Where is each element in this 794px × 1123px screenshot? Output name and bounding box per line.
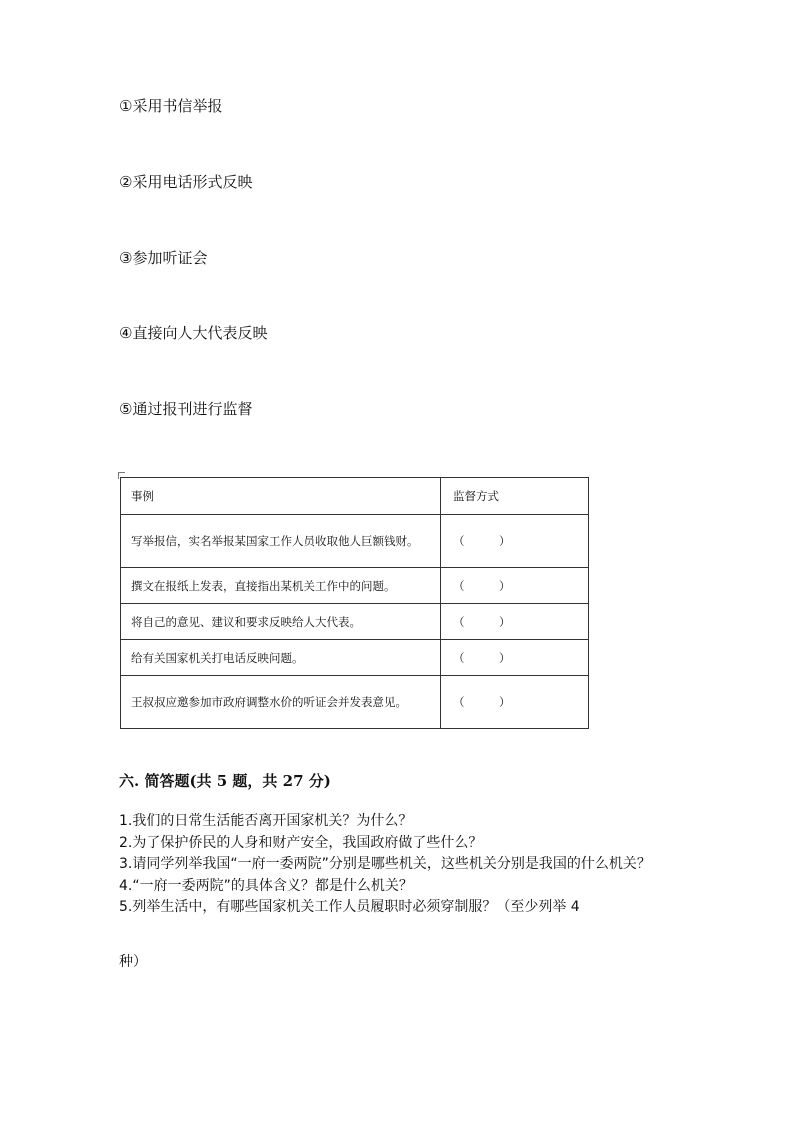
table-row	[121, 568, 589, 604]
answer-blank[interactable]: （ ）	[441, 568, 589, 604]
section-title: 六. 简答题(共 5 题，共 27 分)	[119, 772, 331, 790]
question-continuation: 种）	[119, 954, 147, 970]
option-5: ⑤通过报刊进行监督	[119, 400, 253, 418]
option-3: ③参加听证会	[119, 249, 208, 267]
answer-blank[interactable]: （ ）	[441, 515, 589, 568]
row-example: 将自己的意见、建议和要求反映给人大代表。	[121, 604, 441, 640]
question-list	[119, 811, 679, 919]
option-2: ②采用电话形式反映	[119, 173, 253, 191]
question-item: 5.列举生活中，有哪些国家机关工作人员履职时必须穿制服？（至少列举 4	[119, 899, 580, 915]
header-example: 事例	[121, 478, 441, 515]
answer-blank[interactable]: （ ）	[441, 640, 589, 676]
table-header-row	[121, 478, 589, 515]
option-4: ④直接向人大代表反映	[119, 324, 268, 342]
question-item: 3.请同学列举我国“一府一委两院”分别是哪些机关，这些机关分别是我国的什么机关？	[119, 856, 651, 872]
header-method: 监督方式	[441, 478, 589, 515]
row-example: 撰文在报纸上发表，直接指出某机关工作中的问题。	[121, 568, 441, 604]
question-item: 2.为了保护侨民的人身和财产安全，我国政府做了些什么？	[119, 834, 483, 851]
table-row	[121, 640, 589, 676]
answer-blank[interactable]: （ ）	[441, 604, 589, 640]
question-item: 4.“一府一委两院”的具体含义？都是什么机关？	[119, 877, 413, 894]
table-row	[121, 604, 589, 640]
question-item: 1.我们的日常生活能否离开国家机关？为什么？	[119, 813, 413, 829]
answer-blank[interactable]: （ ）	[441, 676, 589, 729]
row-example: 写举报信，实名举报某国家工作人员收取他人巨额钱财。	[121, 515, 441, 568]
row-example: 给有关国家机关打电话反映问题。	[121, 640, 441, 676]
table-row	[121, 515, 589, 568]
table-row	[121, 676, 589, 729]
matching-table	[120, 477, 586, 729]
option-1: ①采用书信举报	[119, 97, 223, 115]
row-example: 王叔叔应邀参加市政府调整水价的听证会并发表意见。	[121, 676, 441, 729]
